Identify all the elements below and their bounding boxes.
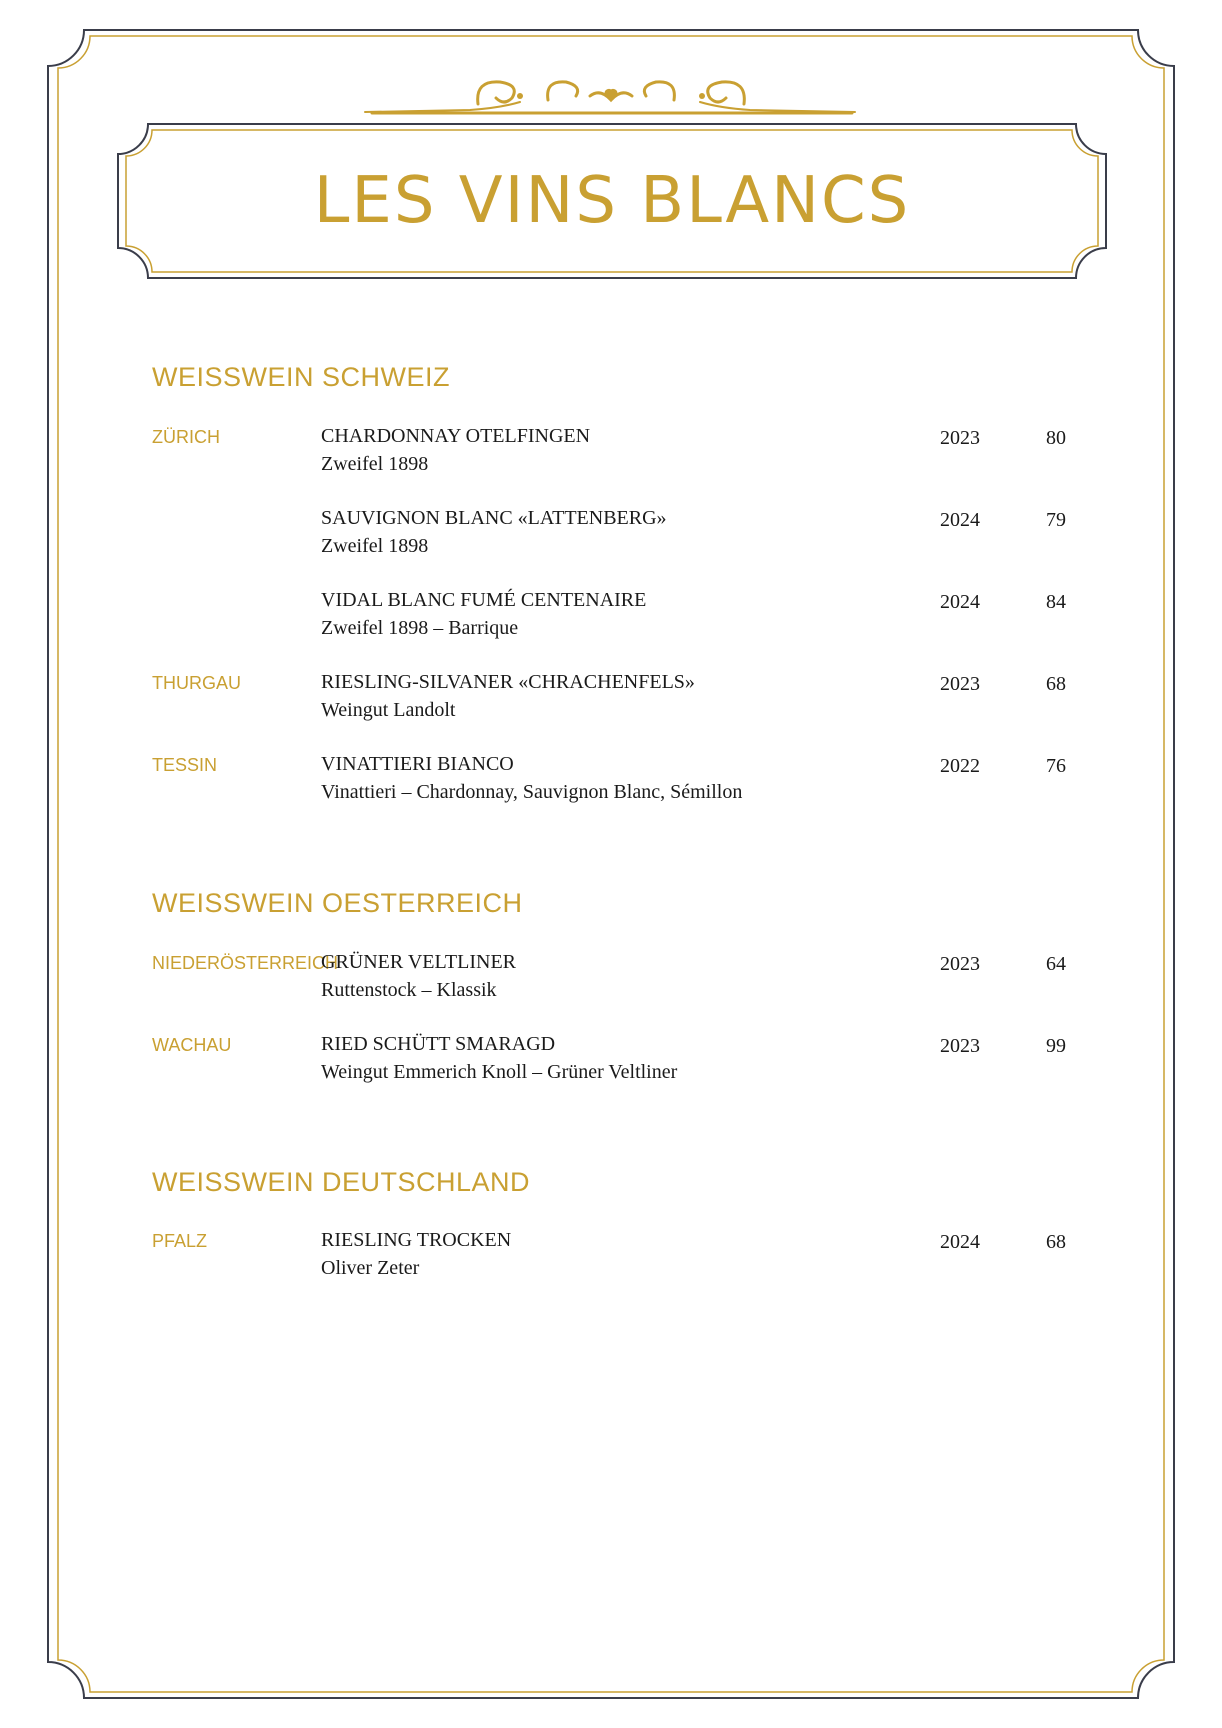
wine-name: CHARDONNAY OTELFINGEN bbox=[321, 425, 591, 447]
wine-producer: Ruttenstock – Klassik bbox=[321, 979, 497, 1001]
wine-name: RIED SCHÜTT SMARAGD bbox=[321, 1033, 556, 1055]
wine-producer: Zweifel 1898 – Barrique bbox=[321, 617, 519, 639]
wine-row bbox=[0, 753, 1222, 813]
wine-row bbox=[0, 507, 1222, 567]
wine-region: TESSIN bbox=[152, 755, 218, 775]
wine-row bbox=[0, 425, 1222, 485]
wine-producer: Weingut Emmerich Knoll – Grüner Veltliner bbox=[321, 1061, 678, 1083]
wine-name: RIESLING TROCKEN bbox=[321, 1229, 512, 1251]
section-title-oesterreich: WEISSWEIN OESTERREICH bbox=[152, 888, 523, 918]
wine-price: 84 bbox=[1046, 591, 1066, 613]
wine-region: PFALZ bbox=[152, 1231, 208, 1251]
page-title: LES VINS BLANCS bbox=[313, 164, 911, 238]
wine-year: 2023 bbox=[940, 427, 980, 449]
wine-year: 2024 bbox=[940, 509, 980, 531]
wine-price: 68 bbox=[1046, 673, 1066, 695]
wine-row bbox=[0, 1229, 1222, 1289]
wine-region: NIEDERÖSTERREICH bbox=[152, 953, 339, 973]
wine-year: 2022 bbox=[940, 755, 980, 777]
wine-price: 80 bbox=[1046, 427, 1066, 449]
wine-name: VINATTIERI BIANCO bbox=[321, 753, 514, 775]
wine-row bbox=[0, 671, 1222, 731]
wine-producer: Vinattieri – Chardonnay, Sauvignon Blanc, Sémillon bbox=[321, 781, 743, 803]
wine-year: 2023 bbox=[940, 953, 980, 975]
wine-name: VIDAL BLANC FUMÉ CENTENAIRE bbox=[321, 589, 647, 611]
wine-region: THURGAU bbox=[152, 673, 241, 693]
wine-price: 64 bbox=[1046, 953, 1066, 975]
wine-producer: Oliver Zeter bbox=[321, 1257, 420, 1279]
wine-producer: Weingut Landolt bbox=[321, 699, 456, 721]
wine-region: WACHAU bbox=[152, 1035, 232, 1055]
wine-year: 2023 bbox=[940, 1035, 980, 1057]
wine-price: 68 bbox=[1046, 1231, 1066, 1253]
wine-price: 99 bbox=[1046, 1035, 1066, 1057]
wine-year: 2023 bbox=[940, 673, 980, 695]
wine-year: 2024 bbox=[940, 1231, 980, 1253]
wine-row bbox=[0, 589, 1222, 649]
section-title-schweiz: WEISSWEIN SCHWEIZ bbox=[152, 362, 450, 392]
wine-price: 76 bbox=[1046, 755, 1066, 777]
wine-price: 79 bbox=[1046, 509, 1066, 531]
wine-region: ZÜRICH bbox=[152, 427, 220, 447]
wine-producer: Zweifel 1898 bbox=[321, 535, 429, 557]
wine-name: SAUVIGNON BLANC «LATTENBERG» bbox=[321, 507, 667, 529]
wine-row bbox=[0, 1033, 1222, 1093]
wine-producer: Zweifel 1898 bbox=[321, 453, 429, 475]
wine-year: 2024 bbox=[940, 591, 980, 613]
wine-name: GRÜNER VELTLINER bbox=[321, 951, 516, 973]
section-title-deutschland: WEISSWEIN DEUTSCHLAND bbox=[152, 1167, 531, 1197]
ornament-icon bbox=[365, 82, 855, 113]
wine-row bbox=[0, 951, 1222, 1011]
wine-name: RIESLING-SILVANER «CHRACHENFELS» bbox=[321, 671, 695, 693]
